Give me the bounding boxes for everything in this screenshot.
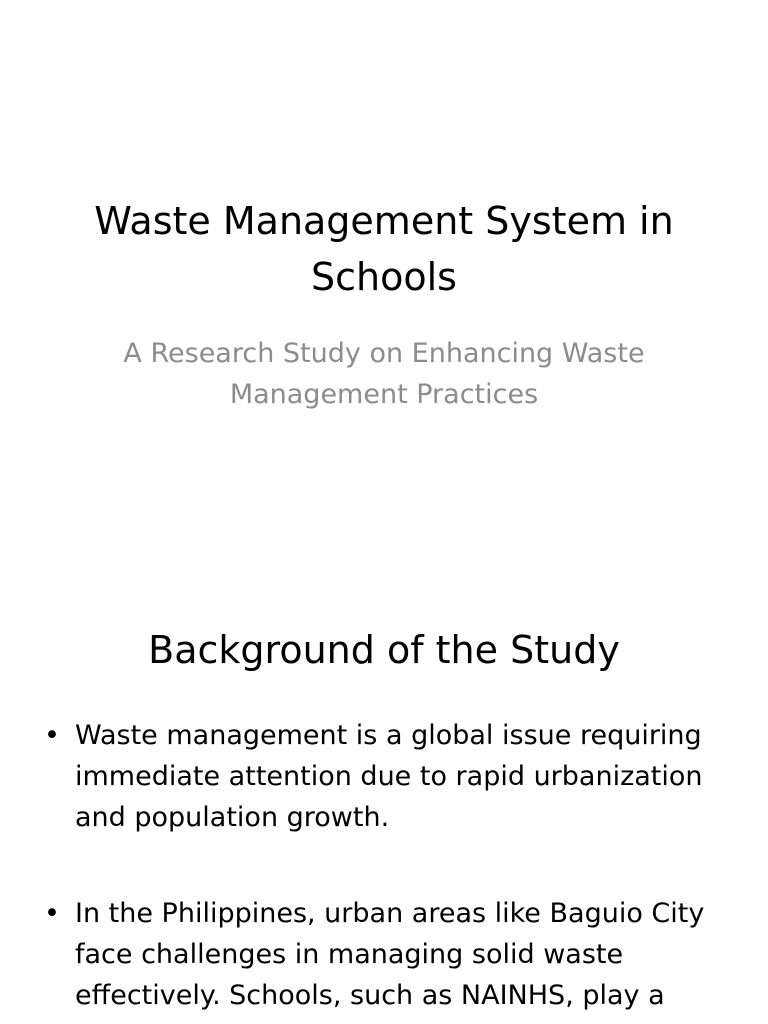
bullet-item bbox=[38, 893, 728, 1016]
bullet-item bbox=[38, 715, 728, 838]
bullet-text: Waste management is a global issue requiring immediate attention due to rapid urbanization and population growth. bbox=[75, 720, 703, 833]
bullet-list bbox=[38, 715, 728, 1024]
bullet-icon: • bbox=[44, 898, 60, 929]
slide-title: Waste Management System in Schools bbox=[94, 199, 674, 299]
slide-subtitle: A Research Study on Enhancing Waste Management Practices bbox=[123, 338, 645, 410]
section-heading: Background of the Study bbox=[148, 628, 620, 672]
bullet-icon: • bbox=[44, 720, 60, 751]
bullet-text: In the Philippines, urban areas like Baguio City face challenges in managing solid waste effectively. Schools, such as NAINHS, play a bbox=[75, 898, 705, 1011]
content-slide bbox=[0, 576, 768, 1024]
